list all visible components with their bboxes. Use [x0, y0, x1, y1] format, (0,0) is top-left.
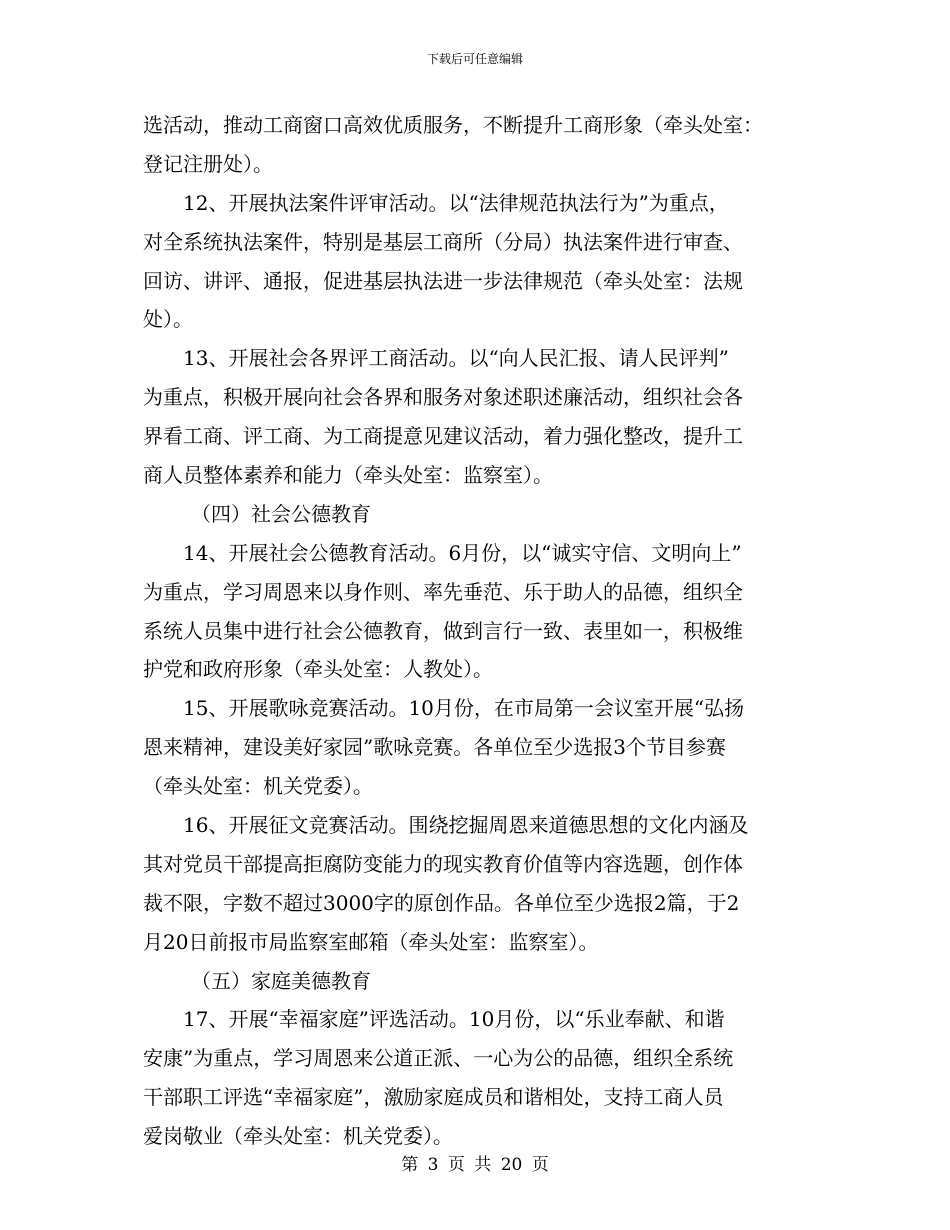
paragraph-16-start: 16、开展征文竞赛活动。围绕挖掘周恩来道德思想的文化内涵及: [183, 813, 749, 838]
text-line: 回访、讲评、通报，促进基层执法进一步法律规范（牵头处室：法规: [143, 268, 743, 293]
text-line: 爱岗敬业（牵头处室：机关党委）。: [143, 1124, 453, 1149]
document-body: [143, 106, 809, 1156]
text-line: 对全系统执法案件，特别是基层工商所（分局）执法案件进行审查、: [143, 229, 743, 254]
section-heading-4: （四）社会公德教育: [191, 501, 371, 526]
text-line: 安康”为重点，学习周恩来公道正派、一心为公的品德，组织全系统: [143, 1046, 734, 1071]
paragraph-14-start: 14、开展社会公德教育活动。6月份，以“诚实守信、文明向上”: [183, 540, 742, 565]
text-line: 为重点，积极开展向社会各界和服务对象述职述廉活动，组织社会各: [143, 385, 743, 410]
paragraph-13-start: 13、开展社会各界评工商活动。以“向人民汇报、请人民评判”: [183, 346, 729, 371]
text-line: 干部职工评选“幸福家庭”，激励家庭成员和谐相处，支持工商人员: [143, 1085, 724, 1110]
page-header-note: 下载后可任意编辑: [426, 52, 523, 66]
text-line: 为重点，学习周恩来以身作则、率先垂范、乐于助人的品德，组织全: [143, 579, 743, 604]
text-line: 裁不限，字数不超过3000字的原创作品。各单位至少选报2篇，于2: [143, 890, 740, 915]
text-line: 处）。: [143, 307, 193, 332]
paragraph-12-start: 12、开展执法案件评审活动。以“法律规范执法行为”为重点，: [183, 190, 729, 215]
text-line: 其对党员干部提高拒腐防变能力的现实教育价值等内容选题，创作体: [143, 851, 743, 876]
paragraph-15-start: 15、开展歌咏竞赛活动。10月份，在市局第一会议室开展“弘扬: [183, 696, 745, 721]
text-line: 选活动，推动工商窗口高效优质服务，不断提升工商形象（牵头处室：: [143, 113, 763, 137]
text-line: 护党和政府形象（牵头处室：人教处）。: [143, 657, 493, 682]
text-line: （牵头处室：机关党委）。: [143, 774, 373, 799]
text-line: 商人员整体素养和能力（牵头处室：监察室）。: [143, 463, 553, 488]
section-heading-5: （五）家庭美德教育: [191, 968, 371, 993]
text-line: 月20日前报市局监察室邮箱（牵头处室：监察室）。: [143, 929, 599, 954]
text-line: 恩来精神，建设美好家园”歌咏竞赛。各单位至少选报3个节目参赛: [143, 735, 726, 760]
paragraph-17-start: 17、开展“幸福家庭”评选活动。10月份，以“乐业奉献、和谐: [183, 1007, 725, 1032]
text-line: 登记注册处）。: [143, 151, 273, 176]
text-line: 界看工商、评工商、为工商提意见建议活动，着力强化整改，提升工: [143, 424, 743, 449]
text-line: 系统人员集中进行社会公德教育，做到言行一致、表里如一，积极维: [143, 618, 743, 643]
page-number-footer: 第 3 页 共 20 页: [401, 1155, 549, 1175]
